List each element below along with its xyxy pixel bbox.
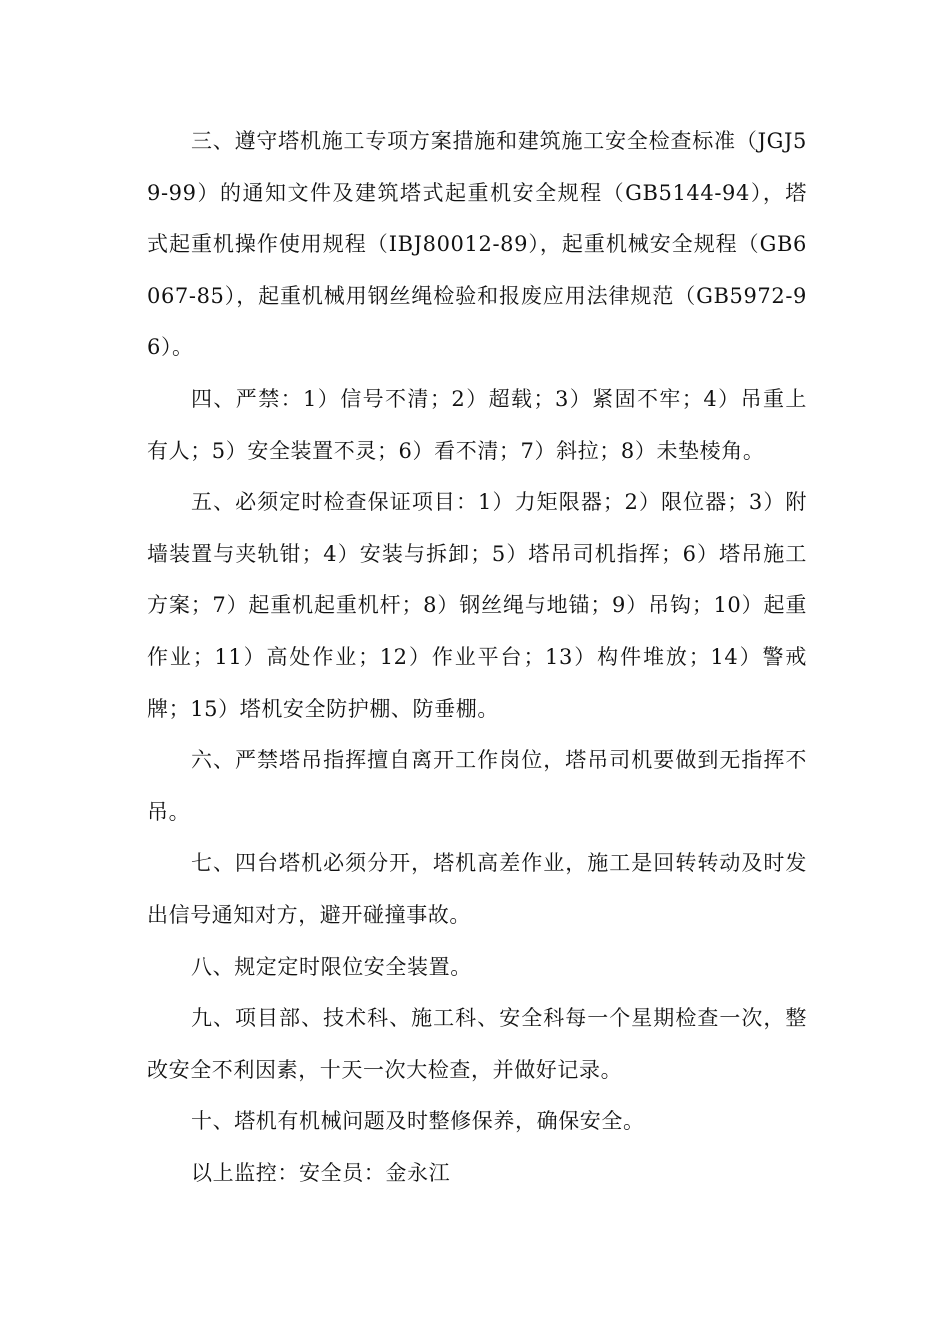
paragraph-commander-duty: 六、严禁塔吊指挥擅自离开工作岗位，塔吊司机要做到无指挥不吊。 (147, 748, 807, 824)
paragraph-maintenance: 十、塔机有机械问题及时整修保养，确保安全。 (191, 1109, 645, 1134)
paragraph-tower-separation: 七、四台塔机必须分开，塔机高差作业，施工是回转转动及时发出信号通知对方，避开碰撞事故。 (147, 851, 807, 927)
paragraph-limit-devices: 八、规定定时限位安全装置。 (191, 954, 472, 979)
paragraph-inspection-items: 五、必须定时检查保证项目：1）力矩限器；2）限位器；3）附墙装置与夹轨钳；4）安装与拆卸；5）塔吊司机指挥；6）塔吊施工方案；7）起重机起重机杆；8）钢丝绳与地锚；9）吊钩；10）起重作业；11）高处作业；12）作业平台；13）构件堆放；14）警戒牌；15）塔机安全防护棚、防垂棚。 (147, 490, 807, 721)
paragraph-supervisor: 以上监控：安全员：金永江 (191, 1160, 451, 1185)
paragraph-weekly-checks: 九、项目部、技术科、施工科、安全科每一个星期检查一次，整改安全不利因素，十天一次大检查，并做好记录。 (147, 1006, 807, 1082)
paragraph-prohibitions: 四、严禁：1）信号不清；2）超载；3）紧固不牢；4）吊重上有人；5）安全装置不灵；6）看不清；7）斜拉；8）未垫棱角。 (147, 386, 807, 463)
paragraph-standards: 三、遵守塔机施工专项方案措施和建筑施工安全检查标准（JGJ59-99）的通知文件及建筑塔式起重机安全规程（GB5144-94），塔式起重机操作使用规程（IBJ80012-89），起重机械安全规程（GB6067-85），起重机械用钢丝绳检验和报废应用法律规范（GB5972-96）。 (147, 129, 807, 360)
document-body (147, 116, 807, 1199)
